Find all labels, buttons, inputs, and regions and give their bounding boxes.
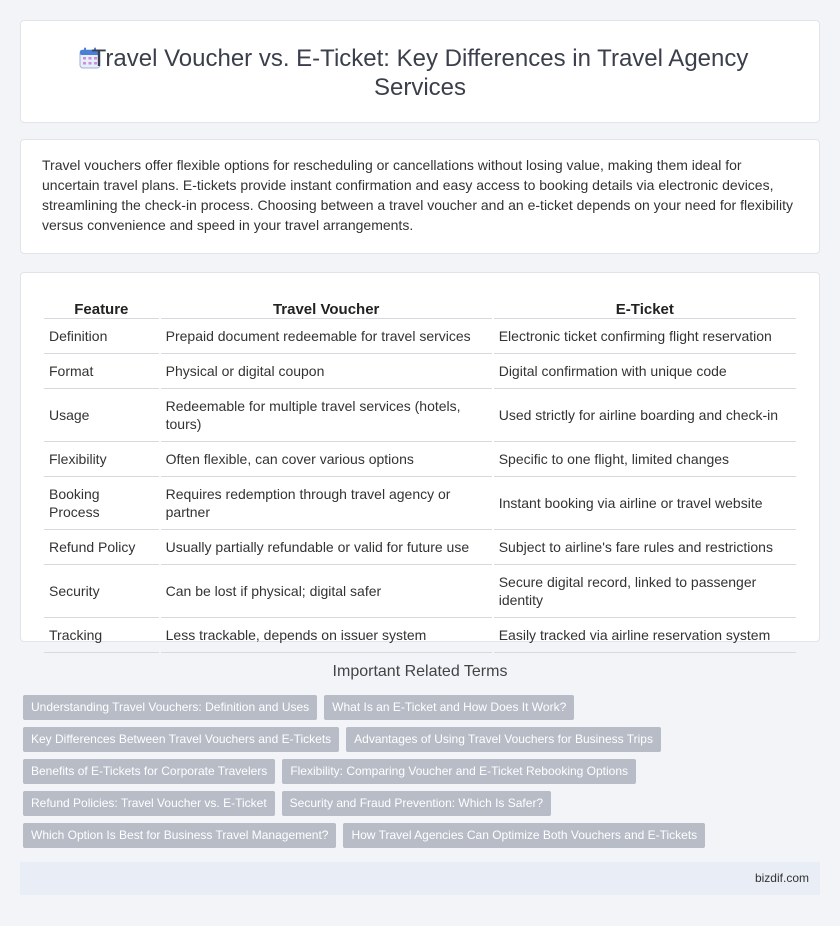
e-ticket-cell: Instant booking via airline or travel website (494, 477, 796, 530)
travel-voucher-cell: Redeemable for multiple travel services (hotels, tours) (161, 389, 492, 442)
feature-cell: Security (44, 565, 159, 618)
feature-cell: Refund Policy (44, 530, 159, 565)
e-ticket-cell: Specific to one flight, limited changes (494, 442, 796, 477)
feature-cell: Usage (44, 389, 159, 442)
header-card (20, 20, 820, 123)
tag-row (23, 695, 813, 720)
footer-brand-link[interactable]: bizdif.com (754, 871, 809, 885)
related-term-link[interactable]: Advantages of Using Travel Vouchers for Business Trips (346, 727, 661, 752)
table-row (44, 389, 796, 442)
feature-cell: Format (44, 354, 159, 389)
table-row (44, 477, 796, 530)
tag-row (23, 823, 813, 848)
e-ticket-cell: Easily tracked via airline reservation system (494, 618, 796, 653)
e-ticket-cell: Electronic ticket confirming flight reservation (494, 319, 796, 354)
travel-voucher-cell: Requires redemption through travel agency or partner (161, 477, 492, 530)
related-term-link[interactable]: How Travel Agencies Can Optimize Both Vouchers and E-Tickets (343, 823, 705, 848)
travel-voucher-cell: Physical or digital coupon (161, 354, 492, 389)
e-ticket-cell: Used strictly for airline boarding and check-in (494, 389, 796, 442)
related-term-link[interactable]: Flexibility: Comparing Voucher and E-Ticket Rebooking Options (282, 759, 636, 784)
travel-voucher-cell: Usually partially refundable or valid for future use (161, 530, 492, 565)
travel-voucher-cell: Prepaid document redeemable for travel services (161, 319, 492, 354)
related-term-link[interactable]: Benefits of E-Tickets for Corporate Travelers (23, 759, 275, 784)
intro-card (20, 139, 820, 254)
e-ticket-cell: Digital confirmation with unique code (494, 354, 796, 389)
column-header-e-ticket: E-Ticket (494, 293, 796, 319)
related-term-link[interactable]: Understanding Travel Vouchers: Definition and Uses (23, 695, 317, 720)
tag-row (23, 759, 813, 784)
table-row (44, 319, 796, 354)
related-terms-title: Important Related Terms (332, 663, 508, 680)
tag-row (23, 791, 813, 816)
column-header-travel-voucher: Travel Voucher (161, 293, 492, 319)
table-row (44, 354, 796, 389)
column-header-feature: Feature (44, 293, 159, 319)
table-row (44, 618, 796, 653)
feature-cell: Definition (44, 319, 159, 354)
intro-paragraph: Travel vouchers offer flexible options for rescheduling or cancellations without losing value, making them ideal for uncertain travel plans. E-tickets provide instant confirmation and easy access to booking details via electronic devices, streamlining the check-in process. Choosing between a travel voucher and an e-ticket depends on your need for flexibility versus convenience and speed in your travel arrangements. (42, 157, 793, 233)
feature-cell: Booking Process (44, 477, 159, 530)
e-ticket-cell: Secure digital record, linked to passenger identity (494, 565, 796, 618)
comparison-table (42, 293, 798, 653)
related-term-link[interactable]: Key Differences Between Travel Vouchers and E-Tickets (23, 727, 339, 752)
e-ticket-cell: Subject to airline's fare rules and restrictions (494, 530, 796, 565)
related-term-link[interactable]: What Is an E-Ticket and How Does It Work? (324, 695, 574, 720)
table-row (44, 530, 796, 565)
feature-cell: Flexibility (44, 442, 159, 477)
travel-voucher-cell: Can be lost if physical; digital safer (161, 565, 492, 618)
feature-cell: Tracking (44, 618, 159, 653)
travel-voucher-cell: Less trackable, depends on issuer system (161, 618, 492, 653)
table-row (44, 442, 796, 477)
travel-voucher-cell: Often flexible, can cover various options (161, 442, 492, 477)
table-row (44, 565, 796, 618)
related-term-link[interactable]: Which Option Is Best for Business Travel Management? (23, 823, 336, 848)
related-terms-list (23, 695, 813, 855)
comparison-card (20, 272, 820, 642)
related-term-link[interactable]: Refund Policies: Travel Voucher vs. E-Ticket (23, 791, 275, 816)
footer (20, 862, 820, 895)
page-title: Travel Voucher vs. E-Ticket: Key Differences in Travel Agency Services (91, 45, 749, 101)
table-header-row (44, 293, 796, 319)
tag-row (23, 727, 813, 752)
related-term-link[interactable]: Security and Fraud Prevention: Which Is Safer? (282, 791, 551, 816)
